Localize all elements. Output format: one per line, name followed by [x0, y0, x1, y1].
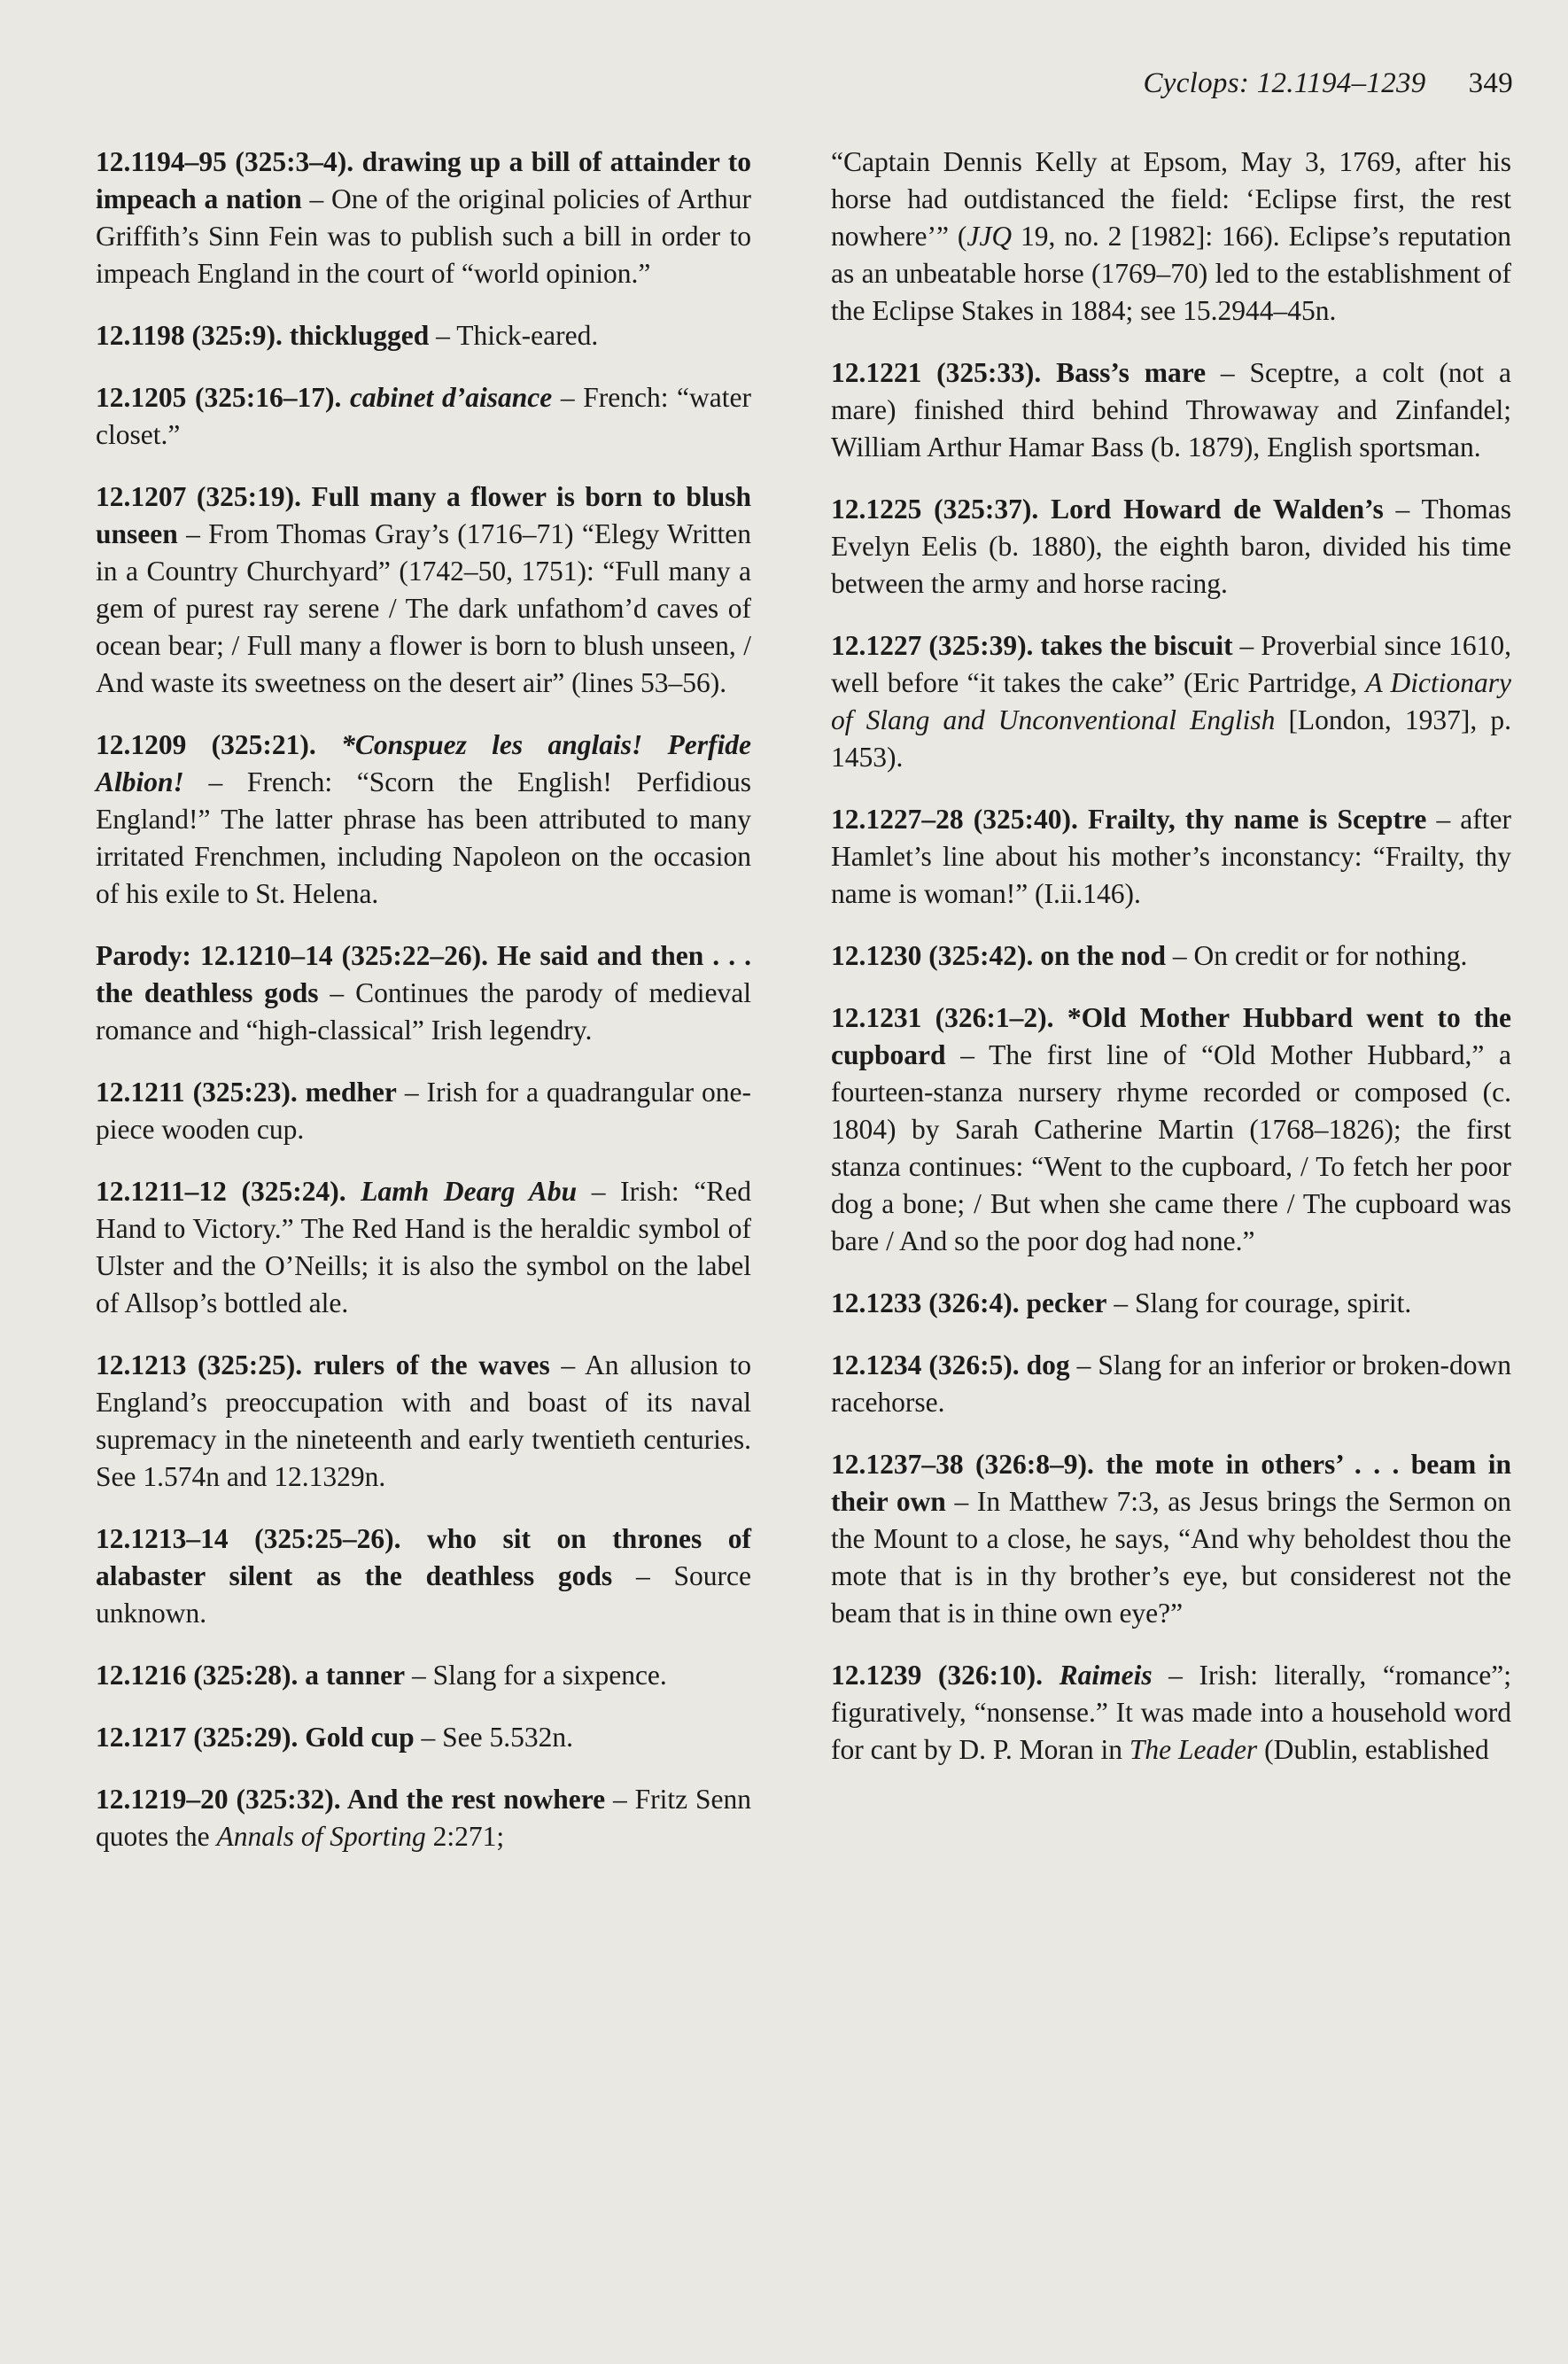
- annotation-entry: 12.1237–38 (326:8–9). the mote in others’ . . . beam in their own – In Matthew 7:3, as Jesus brings the Sermon on the Mount to a close, he says, “And why beholdest thou the mote that is in thy brother’s eye, but considerest not the beam that is in thine own eye?”: [831, 1449, 1512, 1629]
- annotation-entry: 12.1205 (325:16–17). cabinet d’aisance – French: “water closet.”: [96, 382, 751, 450]
- annotation-entry: 12.1219–20 (325:32). And the rest nowhere – Fritz Senn quotes the Annals of Sporting 2:271;: [96, 1784, 752, 1852]
- annotation-entry: 12.1194–95 (325:3–4). drawing up a bill of attainder to impeach a nation – One of the original policies of Arthur Griffith’s Sinn Fein was to publish such a bill in order to impeach England in the court of “world opinion.”: [96, 146, 751, 289]
- annotation-entry: 12.1213–14 (325:25–26). who sit on thrones of alabaster silent as the deathless gods – Source unknown.: [96, 1523, 751, 1629]
- annotation-entry: 12.1221 (325:33). Bass’s mare – Sceptre, a colt (not a mare) finished third behind Throwaway and Zinfandel; William Arthur Hamar Bass (b. 1879), English sportsman.: [831, 357, 1511, 463]
- annotation-entry: 12.1230 (325:42). on the nod – On credit or for nothing.: [831, 940, 1468, 971]
- annotation-entry: 12.1198 (325:9). thicklugged – Thick-eared.: [96, 320, 599, 351]
- annotation-entry: 12.1217 (325:29). Gold cup – See 5.532n.: [96, 1722, 574, 1753]
- left-column: [96, 144, 751, 1880]
- annotation-entry: 12.1239 (326:10). Raimeis – Irish: literally, “romance”; figuratively, “nonsense.” It was made into a household word for cant by D. P. Moran in The Leader (Dublin, established: [831, 1660, 1511, 1765]
- entry-continuation: “Captain Dennis Kelly at Epsom, May 3, 1769, after his horse had outdistanced the field: ‘Eclipse first, the rest nowhere’” (JJQ 19, no. 2 [1982]: 166). Eclipse’s reputation as an unbeatable horse (1769–70) led to the establishment of the Eclipse Stakes in 1884; see 15.2944–45n.: [831, 146, 1511, 326]
- annotation-entry: Parody: 12.1210–14 (325:22–26). He said and then . . . the deathless gods – Continues the parody of medieval romance and “high-classical” Irish legendry.: [96, 940, 751, 1046]
- running-head: [1143, 67, 1513, 100]
- annotation-entry: 12.1207 (325:19). Full many a flower is born to blush unseen – From Thomas Gray’s (1716–71) “Elegy Written in a Country Churchyard” (1742–50, 1751): “Full many a gem of purest ray serene / The dark unfathom’d caves of ocean bear; / Full many a flower is born to blush unseen, / And waste its sweetness on the desert air” (lines 53–56).: [96, 481, 751, 698]
- annotation-entry: 12.1233 (326:4). pecker – Slang for courage, spirit.: [831, 1287, 1412, 1318]
- annotation-entry: 12.1211 (325:23). medher – Irish for a quadrangular one-piece wooden cup.: [96, 1077, 751, 1145]
- page-number: 349: [1468, 67, 1513, 99]
- annotation-entry: 12.1211–12 (325:24). Lamh Dearg Abu – Irish: “Red Hand to Victory.” The Red Hand is the heraldic symbol of Ulster and the O’Neills; it is also the symbol on the label of Allsop’s bottled ale.: [96, 1176, 751, 1318]
- annotation-entry: 12.1234 (326:5). dog – Slang for an inferior or broken-down racehorse.: [831, 1349, 1511, 1418]
- running-title: Cyclops: 12.1194–1239: [1143, 67, 1426, 99]
- annotation-entry: 12.1227–28 (325:40). Frailty, thy name is Sceptre – after Hamlet’s line about his mother’s inconstancy: “Frailty, thy name is woman!” (I.ii.146).: [831, 804, 1511, 909]
- annotation-entry: 12.1216 (325:28). a tanner – Slang for a sixpence.: [96, 1660, 667, 1691]
- right-column: [831, 144, 1511, 1793]
- annotation-entry: 12.1227 (325:39). takes the biscuit – Proverbial since 1610, well before “it takes the cake” (Eric Partridge, A Dictionary of Slang and Unconventional English [London, 1937], p. 1453).: [831, 630, 1511, 773]
- annotation-entry: 12.1213 (325:25). rulers of the waves – An allusion to England’s preoccupation with and boast of its naval supremacy in the nineteenth and early twentieth centuries. See 1.574n and 12.1329n.: [96, 1349, 751, 1492]
- annotation-entry: 12.1231 (326:1–2). *Old Mother Hubbard went to the cupboard – The first line of “Old Mother Hubbard,” a fourteen-stanza nursery rhyme recorded or composed (c. 1804) by Sarah Catherine Martin (1768–1826); the first stanza continues: “Went to the cupboard, / To fetch her poor dog a bone; / But when she came there / The cupboard was bare / And so the poor dog had none.”: [831, 1002, 1511, 1256]
- annotation-entry: 12.1225 (325:37). Lord Howard de Walden’s – Thomas Evelyn Eelis (b. 1880), the eighth baron, divided his time between the army and horse racing.: [831, 494, 1511, 599]
- annotation-entry: 12.1209 (325:21). *Conspuez les anglais! Perfide Albion! – French: “Scorn the English! Perfidious England!” The latter phrase has been attributed to many irritated Frenchmen, including Napoleon on the occasion of his exile to St. Helena.: [96, 729, 751, 909]
